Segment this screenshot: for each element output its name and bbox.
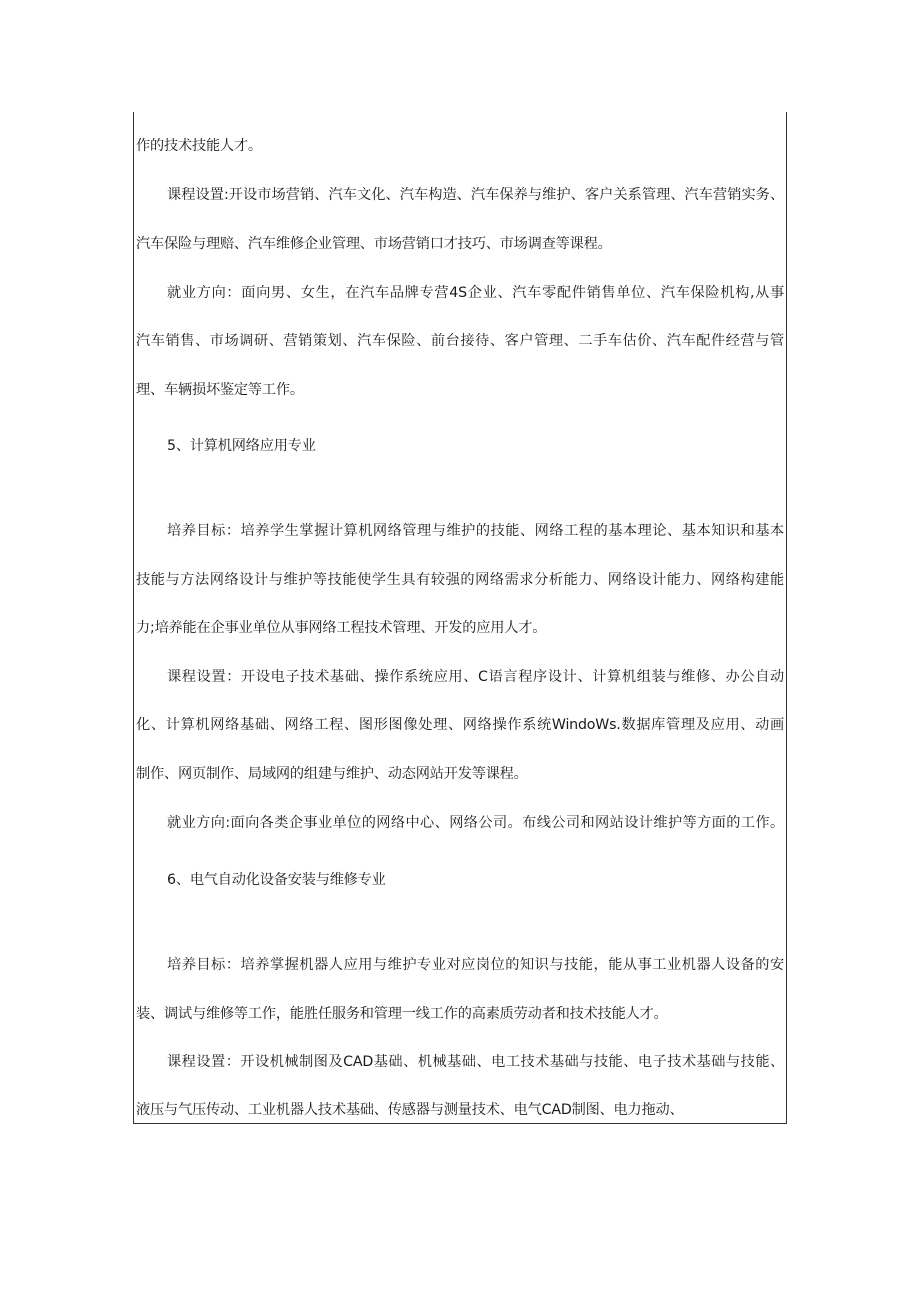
paragraph-line: 培养目标：培养掌握机器人应用与维护专业对应岗位的知识与技能，能从事工业机器人设备的安 xyxy=(167,957,784,973)
paragraph-line: 培养目标：培养学生掌握计算机网络管理与维护的技能、网络工程的基本理论、基本知识和基本 xyxy=(167,523,784,539)
paragraph-line: 化、计算机网络基础、网络工程、图形图像处理、网络操作系统WindoWs.数据库管理及应用、动画 xyxy=(136,717,784,733)
section-heading: 5、计算机网络应用专业 xyxy=(167,438,316,454)
paragraph-line: 课程设置：开设机械制图及CAD基础、机械基础、电工技术基础与技能、电子技术基础与技能、 xyxy=(167,1054,784,1070)
paragraph-line: 作的技术技能人才。 xyxy=(136,138,262,154)
paragraph-line: 液压与气压传动、工业机器人技术基础、传感器与测量技术、电气CAD制图、电力拖动、 xyxy=(136,1102,684,1118)
paragraph-line: 课程设置：开设电子技术基础、操作系统应用、C语言程序设计、计算机组装与维修、办公自动 xyxy=(167,669,784,685)
paragraph-line: 理、车辆损坏鉴定等工作。 xyxy=(136,382,304,398)
section-heading: 6、电气自动化设备安装与维修专业 xyxy=(167,872,386,888)
paragraph-line: 技能与方法网络设计与维护等技能使学生具有较强的网络需求分析能力、网络设计能力、网络构建能 xyxy=(136,572,784,588)
paragraph-line: 装、调试与维修等工作，能胜任服务和管理一线工作的高素质劳动者和技术技能人才。 xyxy=(136,1006,668,1022)
paragraph-line: 课程设置:开设市场营销、汽车文化、汽车构造、汽车保养与维护、客户关系管理、汽车营销实务、 xyxy=(167,187,784,203)
paragraph-line: 就业方向：面向男、女生，在汽车品牌专营4S企业、汽车零配件销售单位、汽车保险机构,从事 xyxy=(167,285,784,301)
paragraph-line: 制作、网页制作、局域网的组建与维护、动态网站开发等课程。 xyxy=(136,766,528,782)
paragraph-line: 汽车保险与理赔、汽车维修企业管理、市场营销口才技巧、市场调查等课程。 xyxy=(136,236,612,252)
paragraph-line: 就业方向:面向各类企事业单位的网络中心、网络公司。布线公司和网站设计维护等方面的工作。 xyxy=(167,815,784,831)
paragraph-line: 力;培养能在企事业单位从事网络工程技术管理、开发的应用人才。 xyxy=(136,620,547,636)
paragraph-line: 汽车销售、市场调研、营销策划、汽车保险、前台接待、客户管理、二手车估价、汽车配件经营与管 xyxy=(136,333,784,349)
